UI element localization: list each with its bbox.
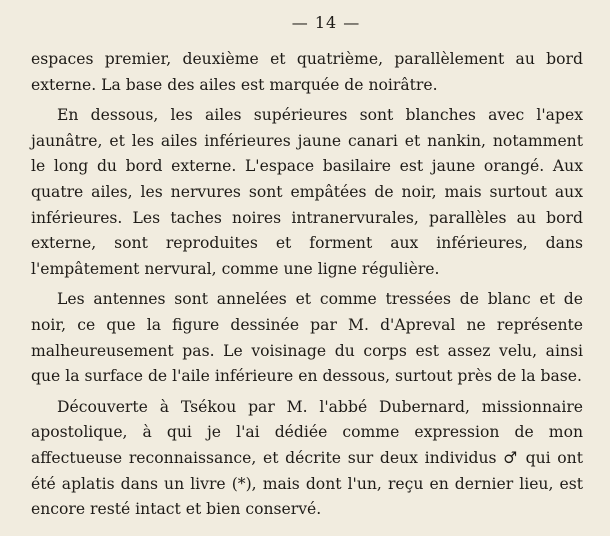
page-number: — 14 — — [291, 13, 361, 32]
paragraph-continuation: espaces premier, deuxième et quatrième, parallèlement au bord externe. La base des ailes est marquée de noirâtre. — [31, 50, 583, 94]
paragraph-underside-description: En dessous, les ailes supérieures sont blanches avec l'apex jaunâtre, et les ailes inférieures jaune canari et nankin, notamment le long du bord externe. L'espace basilaire est jaune orangé. Aux quatre ailes, les nervures sont empâtées de noir, mais surtout aux inférieures. Les taches noires intranervurales, parallèles au bord externe, sont reproduites et forment aux inférieures, dans l'empâtement nervural, comme une ligne régulière. — [31, 106, 583, 278]
paragraph-discovery: Découverte à Tsékou par M. l'abbé Dubernard, missionnaire apostolique, à qui je l'ai dédiée comme expression de mon affectueuse reconnaissance, et décrite sur deux individus ♂ qui ont été aplatis dans un livre (*), mais dont l'un, reçu en dernier lieu, est encore resté intact et bien conservé. — [31, 397, 583, 519]
paragraph-antennae: Les antennes sont annelées et comme tressées de blanc et de noir, ce que la figure dessinée par M. d'Apreval ne représente malheureusement pas. Le voisinage du corps est assez velu, ainsi que la surface de l'aile inférieure en dessous, surtout près de la base. — [31, 290, 583, 386]
